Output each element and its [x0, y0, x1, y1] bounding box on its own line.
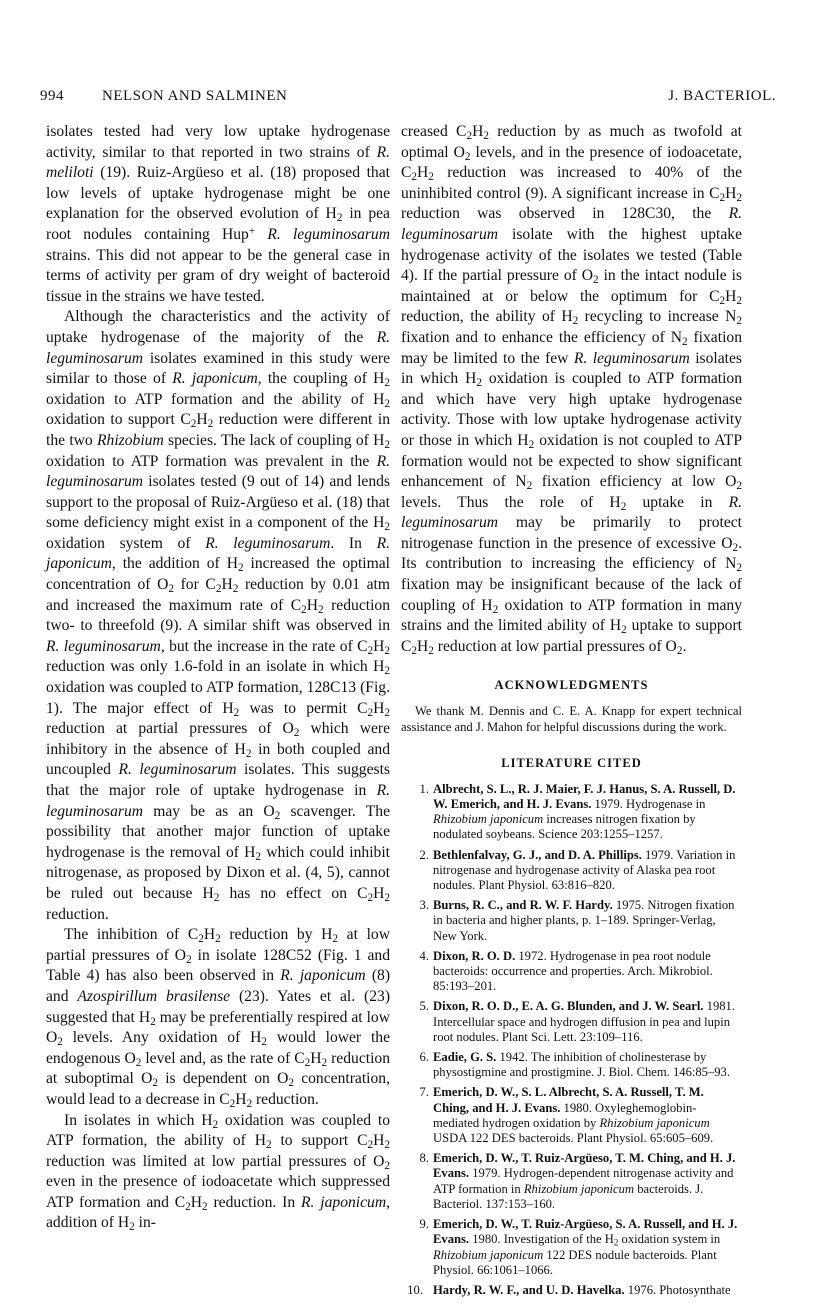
reference-text: 1980. Investigation of the $H_2$ oxidation system in Rhizobium japonicum 122 DES nodule bacteroids. Plant Physiol. 66:1061–1066.	[433, 1232, 721, 1277]
reference-text: 1981. Intercellular space and hydrogen diffusion in pea and lupin root nodules. Plant Sci. Lett. 23:109–116.	[433, 999, 735, 1044]
paragraph: The inhibition of $C_2H_2$ reduction by $H_2$ at low partial pressures of $O_2$ in isolate 128C52 (Fig. 1 and Table 4) has also been observed in R. japonicum (8) and Azospirillum brasilense (23). Yates et al. (23) suggested that $H_2$ may be preferentially respired at low $O_2$ levels. Any oxidation of $H_2$ would lower the endogenous $O_2$ level and, as the rate of $C_2H_2$ reduction at suboptimal $O_2$ is dependent on $O_2$ concentration, would lead to a decrease in $C_2H_2$ reduction.	[46, 926, 391, 1111]
reference-list	[401, 782, 742, 1298]
reference-authors: Burns, R. C., and R. W. F. Hardy.	[433, 898, 613, 913]
reference-authors: Eadie, G. S.	[433, 1050, 497, 1065]
page-number: 994	[40, 88, 64, 104]
left-column	[46, 122, 390, 1234]
reference-authors: Albrecht, S. L., R. J. Maier, F. J. Hanus, S. A. Russell, D. W. Emerich, and H. J. Evans.	[433, 781, 736, 812]
reference-number: 6.	[419, 1050, 429, 1065]
running-header	[40, 88, 776, 110]
reference-number: 7.	[419, 1085, 429, 1100]
reference-authors: Bethlenfalvay, G. J., and D. A. Phillips.	[433, 847, 642, 862]
reference-text: 1979. Hydrogenase in Rhizobium japonicum increases nitrogen fixation by nodulated soybeans. Science 203:1255–1257.	[433, 797, 706, 842]
reference-authors: Hardy, R. W. F., and U. D. Havelka.	[433, 1282, 625, 1297]
literature-heading: LITERATURE CITED	[501, 756, 642, 771]
reference-number: 9.	[419, 1217, 429, 1232]
paragraph: Although the characteristics and the activity of uptake hydrogenase of the majority of the R. leguminosarum isolates examined in this study were similar to those of R. japonicum, the coupling of $H_2$ oxidation to ATP formation and the ability of $H_2$ oxidation to support $C_2H_2$ reduction were different in the two Rhizobium species. The lack of coupling of $H_2$ oxidation to ATP formation was prevalent in the R. leguminosarum isolates tested (9 out of 14) and lends support to the proposal of Ruiz-Argüeso et al. (18) that some deficiency might exist in a component of the $H_2$ oxidation system of R. leguminosarum. In R. japonicum, the addition of $H_2$ increased the optimal concentration of $O_2$ for $C_2H_2$ reduction by 0.01 atm and increased the maximum rate of $C_2H_2$ reduction two- to threefold (9). A similar shift was observed in R. leguminosarum, but the increase in the rate of $C_2H_2$ reduction was only 1.6-fold in an isolate in which $H_2$ oxidation was coupled to ATP formation, 128C13 (Fig. 1). The major effect of $H_2$ was to permit $C_2H_2$ reduction at partial pressures of $O_2$ which were inhibitory in the absence of $H_2$ in both coupled and uncoupled R. leguminosarum isolates. This suggests that the major role of uptake hydrogenase in R. leguminosarum may be as an $O_2$ scavenger. The possibility that another major function of uptake hydrogenase is the removal of $H_2$ which could inhibit nitrogenase, as proposed by Dixon et al. (4, 5), cannot be ruled out because $H_2$ has no effect on $C_2H_2$ reduction.	[46, 308, 391, 923]
reference-item	[401, 999, 742, 1045]
acknowledgments-heading: ACKNOWLEDGMENTS	[494, 678, 649, 693]
reference-item	[401, 1283, 742, 1298]
reference-item	[401, 1217, 742, 1278]
journal-name: J. BACTERIOL.	[668, 88, 776, 104]
reference-text: 1942. The inhibition of cholinesterase by physostigmine and prostigmine. J. Biol. Chem. 146:85–93.	[433, 1050, 730, 1080]
reference-number: 4.	[419, 948, 429, 963]
reference-number: 1.	[419, 781, 429, 796]
reference-text: 1979. Hydrogen-dependent nitrogenase activity and ATP formation in Rhizobium japonicum bacteroids. J. Bacteriol. 137:153–160.	[433, 1166, 734, 1211]
paragraph: In isolates in which $H_2$ oxidation was coupled to ATP formation, the ability of $H_2$ to support $C_2H_2$ reduction was limited at low partial pressures of $O_2$ even in the presence of iodoacetate which suppressed ATP formation and $C_2H_2$ reduction. In R. japonicum, addition of $H_2$ in-	[46, 1111, 391, 1234]
reference-item	[401, 782, 742, 843]
reference-authors: Emerich, D. W., T. Ruiz-Argüeso, T. M. Ching, and H. J. Evans.	[433, 1151, 736, 1181]
reference-text: 1976. Photosynthate	[627, 1282, 731, 1297]
reference-authors: Dixon, R. O. D.	[433, 948, 516, 963]
reference-number: 10.	[407, 1282, 423, 1297]
reference-text: 1979. Variation in nitrogenase and hydrogenase activity of Alaska pea root nodules. Plant Physiol. 63:816–820.	[433, 847, 736, 893]
right-column	[401, 122, 742, 1303]
reference-number: 3.	[419, 898, 429, 913]
paragraph: creased $C_2H_2$ reduction by as much as twofold at optimal $O_2$ levels, and in the presence of iodoacetate, $C_2H_2$ reduction was increased to 40% of the uninhibited control (9). A significant increase in $C_2H_2$ reduction was observed in 128C30, the R. leguminosarum isolate with the highest uptake hydrogenase activity of the isolates we tested (Table 4). If the partial pressure of $O_2$ in the intact nodule is maintained at or below the optimum for $C_2H_2$ reduction, the ability of $H_2$ recycling to increase $N_2$ fixation and to enhance the efficiency of $N_2$ fixation may be limited to the few R. leguminosarum isolates in which $H_2$ oxidation is coupled to ATP formation and which have very high uptake hydrogenase activity. Those with low uptake hydrogenase activity or those in which $H_2$ oxidation is not coupled to ATP formation would not be expected to show significant enhancement of $N_2$ fixation efficiency at low $O_2$ levels. Thus the role of $H_2$ uptake in R. leguminosarum may be primarily to protect nitrogenase function in the presence of excessive $O_2$. Its contribution to increasing the efficiency of $N_2$ fixation may be insignificant because of the lack of coupling of $H_2$ oxidation to ATP formation in many strains and the limited ability of $H_2$ uptake to support $C_2H_2$ reduction at low partial pressures of $O_2$.	[401, 123, 743, 657]
reference-item	[401, 1151, 742, 1212]
reference-item	[401, 1050, 742, 1080]
reference-item	[401, 1085, 742, 1146]
reference-number: 2.	[419, 847, 429, 862]
running-authors: NELSON AND SALMINEN	[102, 88, 288, 104]
acknowledgments-text: We thank M. Dennis and C. E. A. Knapp for expert technical assistance and J. Mahon for helpful discussions during the work.	[401, 704, 742, 734]
reference-authors: Dixon, R. O. D., E. A. G. Blunden, and J. W. Searl.	[433, 999, 704, 1014]
reference-item	[401, 848, 742, 894]
reference-text: 1972. Hydrogenase in pea root nodule bacteroids: occurrence and properties. Arch. Mikrobiol. 85:193–201.	[433, 948, 713, 994]
reference-item	[401, 898, 742, 944]
reference-item	[401, 949, 742, 995]
paragraph: isolates tested had very low uptake hydrogenase activity, similar to that reported in two strains of R. meliloti (19). Ruiz-Argüeso et al. (18) proposed that low levels of uptake hydrogenase might be one explanation for the observed evolution of $H_2$ in pea root nodules containing Hup+ R. leguminosarum strains. This did not appear to be the general case in terms of activity per gram of dry weight of bacteroid tissue in the strains we have tested.	[46, 123, 390, 305]
reference-number: 5.	[419, 999, 429, 1014]
reference-authors: Emerich, D. W., S. L. Albrecht, S. A. Russell, T. M. Ching, and H. J. Evans.	[433, 1085, 704, 1115]
reference-text: 1980. Oxyleghemoglobin-mediated hydrogen oxidation by Rhizobium japonicum USDA 122 DES bacteroids. Plant Physiol. 65:605–609.	[433, 1100, 714, 1146]
reference-authors: Emerich, D. W., T. Ruiz-Argüeso, S. A. Russell, and H. J. Evans.	[433, 1217, 738, 1247]
reference-text: 1975. Nitrogen fixation in bacteria and higher plants, p. 1–189. Springer-Verlag, New York.	[433, 898, 735, 943]
reference-number: 8.	[419, 1151, 429, 1166]
